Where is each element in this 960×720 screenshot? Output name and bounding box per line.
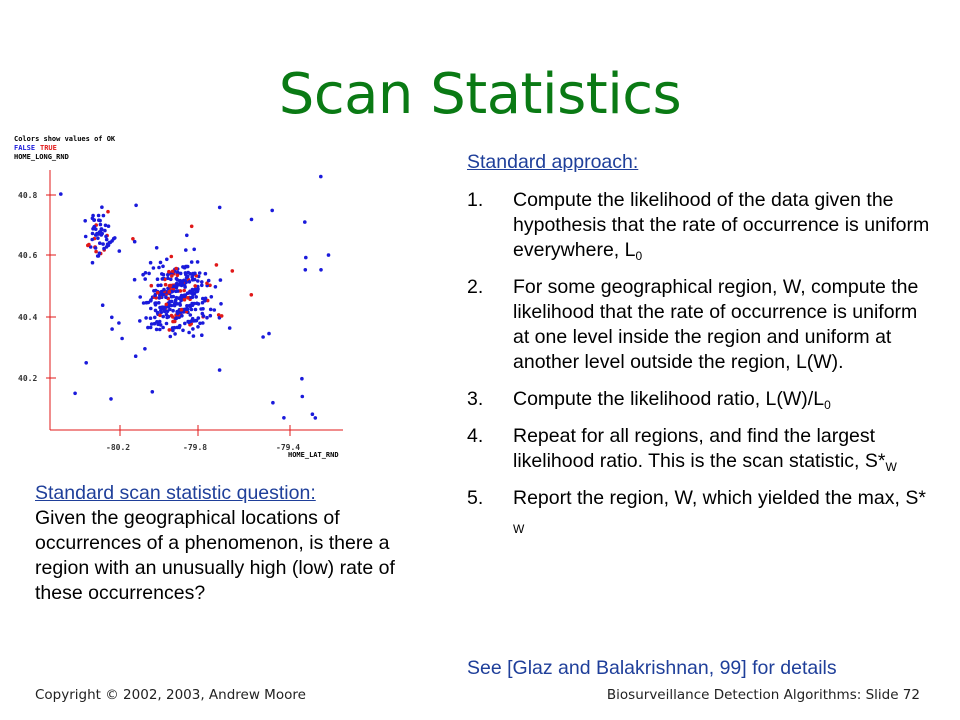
plot-point [304,256,308,260]
plot-point [83,219,87,223]
plot-point [191,288,195,292]
plot-points [59,175,330,420]
plot-point [218,368,222,372]
step-text: Repeat for all regions, and find the largest likelihood ratio. This is the scan statistic, S* [513,425,886,472]
plot-point [105,238,109,242]
plot-point [94,227,98,231]
plot-point [84,361,88,365]
plot-point [188,280,192,284]
plot-point [162,273,166,277]
y-tick-label: 40.4 [18,313,38,322]
y-tick-label: 40.8 [18,191,38,200]
plot-point [164,283,168,287]
plot-point [150,322,154,326]
plot-point [106,210,110,214]
plot-point [142,301,146,305]
plot-point [167,315,171,319]
plot-point [103,229,107,233]
plot-point [84,235,88,239]
plot-point [133,240,137,244]
step-number: 1. [467,189,484,211]
plot-point [143,277,147,281]
y-tick-label: 40.2 [18,374,38,383]
plot-point [185,234,189,238]
plot-point [169,335,173,339]
plot-point [175,296,179,300]
step-subscript: 0 [824,398,831,412]
plot-point [156,277,160,281]
plot-point [270,209,274,213]
plot-point [97,214,101,218]
plot-point [157,266,161,270]
plot-point [96,236,100,240]
plot-point [192,334,196,338]
plot-point [190,308,194,312]
slide-title: Scan Statistics [278,62,682,127]
plot-point [110,316,114,320]
plot-point [181,329,185,333]
step-item [467,424,937,474]
plot-point [134,204,138,208]
plot-legend-title: Colors show values of OK [14,135,116,143]
plot-point [171,270,175,274]
plot-point [138,319,142,323]
question-heading: Standard scan statistic question: [35,482,316,504]
plot-point [98,241,102,245]
plot-point [171,320,175,324]
plot-point [179,272,183,276]
approach-panel [467,150,937,548]
plot-point [192,302,196,306]
plot-point [144,316,148,320]
plot-point [173,332,177,336]
plot-point [158,306,162,310]
plot-point [228,326,232,330]
plot-point [304,268,308,272]
plot-point [161,315,165,319]
step-item [467,275,937,375]
plot-point [100,205,104,209]
plot-point [187,331,191,335]
plot-point [185,304,189,308]
plot-point [94,250,98,254]
plot-point [250,218,254,222]
plot-point [159,261,163,265]
plot-point [196,279,200,283]
plot-point [189,313,193,317]
plot-point [104,235,108,239]
plot-point [190,225,194,229]
plot-point [161,265,165,269]
plot-point [327,253,331,257]
plot-point [165,303,169,307]
plot-point [101,242,105,246]
plot-point [261,335,265,339]
plot-point [250,293,254,297]
plot-point [94,246,98,250]
x-tick-label: -79.8 [183,443,208,452]
plot-point [194,308,198,312]
plot-point [271,401,275,405]
plot-point [183,298,187,302]
step-item [467,387,937,412]
x-tick-label: -80.2 [106,443,131,452]
step-text: Compute the likelihood of the data given the hypothesis that the rate of occurrence is uniform everywhere, L [513,189,930,261]
plot-point [168,300,172,304]
plot-point [180,314,184,318]
approach-steps [467,188,937,536]
plot-point [182,289,186,293]
plot-point [170,274,174,278]
plot-point [155,320,159,324]
plot-point [209,308,213,312]
plot-point [194,295,198,299]
plot-point [311,412,315,416]
plot-point [186,265,190,269]
plot-point [98,251,102,255]
plot-point [319,268,323,272]
plot-point [59,192,63,196]
step-text: Compute the likelihood ratio, L(W)/L [513,388,825,410]
plot-point [97,218,101,222]
plot-point [143,347,147,351]
plot-point [101,303,105,307]
plot-point [156,291,160,295]
plot-point [176,278,180,282]
approach-heading: Standard approach: [467,151,639,173]
plot-point [170,255,174,259]
plot-point [314,416,318,420]
plot-point [120,337,124,341]
plot-point [215,263,219,267]
plot-point [170,295,174,299]
x-axis-title: HOME_LAT_RND [288,451,339,459]
plot-legend-field: HOME_LONG_RND [14,153,69,161]
footer-copyright: Copyright © 2002, 2003, Andrew Moore [35,687,306,703]
plot-point [158,314,162,318]
plot-point [156,284,160,288]
plot-point [186,275,190,279]
plot-point [186,296,190,300]
step-number: 5. [467,487,484,509]
plot-point [282,416,286,420]
plot-point [91,261,95,265]
step-text: For some geographical region, W, compute the likelihood that the rate of occurrence is uniform at one level inside the region and uniform at another level outside the region, L(W). [513,276,919,373]
plot-point [118,249,122,253]
plot-point [150,284,154,288]
plot-point [180,294,184,298]
plot-point [110,327,114,331]
plot-point [191,278,195,282]
question-body: Given the geographical locations of occurrences of a phenomenon, is there a region with an unusually high (low) rate of these occurrences? [35,507,395,604]
plot-point [108,241,112,245]
plot-point [152,289,156,293]
plot-point [190,260,194,264]
plot-point [167,290,171,294]
plot-point [175,316,179,320]
plot-point [201,297,205,301]
plot-point [167,270,171,274]
plot-point [201,312,205,316]
plot-point [198,271,202,275]
plot-point [191,317,195,321]
plot-point [158,328,162,332]
footer-slide-info: Biosurveillance Detection Algorithms: Slide 72 [606,687,920,703]
plot-point [146,326,150,330]
plot-point [164,295,168,299]
step-subscript: W [885,460,897,474]
plot-point [196,325,200,329]
plot-point [301,395,305,399]
plot-point [99,223,103,227]
plot-point [90,238,94,242]
plot-point [153,301,157,305]
plot-point [196,260,200,264]
plot-point [171,309,175,313]
plot-point [163,308,167,312]
plot-point [197,316,201,320]
plot-point [151,390,155,394]
plot-point [193,284,197,288]
plot-legend-false: FALSE [14,144,36,152]
plot-point [219,302,223,306]
plot-point [117,321,121,325]
plot-point [161,277,165,281]
step-number: 2. [467,276,484,298]
x-tick-label: -79.4 [276,443,301,452]
plot-point [138,295,142,299]
plot-point [174,267,178,271]
step-number: 3. [467,388,484,410]
plot-point [184,248,188,252]
step-subscript: 0 [635,249,643,263]
plot-point [86,244,90,248]
plot-point [134,354,138,358]
plot-point [91,214,95,218]
plot-point [165,258,169,262]
question-panel [35,481,430,606]
plot-point [109,397,113,401]
plot-point [171,326,175,330]
plot-point [205,316,209,320]
plot-point [73,392,77,396]
plot-point [213,308,217,312]
plot-point [183,266,187,270]
plot-point [161,326,165,330]
plot-point [200,284,204,288]
scatter-plot [8,130,348,460]
plot-point [149,316,153,320]
plot-point [133,278,137,282]
plot-point [175,302,179,306]
y-tick-label: 40.6 [18,251,38,260]
plot-point [147,272,151,276]
plot-point [193,292,197,296]
plot-point [165,322,169,326]
plot-point [219,278,223,282]
plot-point [198,322,202,326]
plot-point [91,232,95,236]
plot-point [214,285,218,289]
plot-point [182,279,186,283]
plot-point [174,290,178,294]
step-subscript: W [513,522,525,536]
reference-note: See [Glaz and Balakrishnan, 99] for details [467,657,837,679]
plot-legend-true: TRUE [40,144,57,152]
plot-point [162,288,166,292]
plot-point [267,332,271,336]
plot-point [303,220,307,224]
plot-point [319,175,323,179]
plot-point [183,322,187,326]
plot-point [168,284,172,288]
plot-point [199,307,203,311]
plot-point [169,278,173,282]
plot-point [102,214,106,218]
plot-point [200,280,204,284]
step-item [467,486,937,536]
plot-point [149,307,153,311]
plot-point [149,261,153,265]
plot-point [154,309,158,313]
plot-point [104,224,108,228]
plot-point [168,328,172,332]
plot-point [209,314,213,318]
plot-point [155,328,159,332]
plot-point [207,279,211,283]
plot-point [191,327,195,331]
step-item [467,188,937,263]
plot-point [144,271,148,275]
plot-point [92,218,96,222]
plot-point [188,272,192,276]
plot-point [152,266,156,270]
plot-point [210,295,214,299]
plot-point [218,206,222,210]
plot-point [176,274,180,278]
plot-point [231,269,235,273]
step-number: 4. [467,425,484,447]
plot-point [183,284,187,288]
plot-point [220,314,224,318]
plot-point [178,324,182,328]
plot-point [100,228,104,232]
plot-point [155,246,159,250]
plot-point [184,271,188,275]
plot-point [153,316,157,320]
plot-point [168,308,172,312]
plot-point [112,237,116,241]
plot-point [175,282,179,286]
plot-point [300,377,304,381]
plot-point [200,333,204,337]
plot-point [187,321,191,325]
plot-point [192,248,196,252]
plot-point [158,296,162,300]
plot-point [180,308,184,312]
step-text: Report the region, W, which yielded the max, S* [513,487,926,509]
plot-point [204,272,208,276]
